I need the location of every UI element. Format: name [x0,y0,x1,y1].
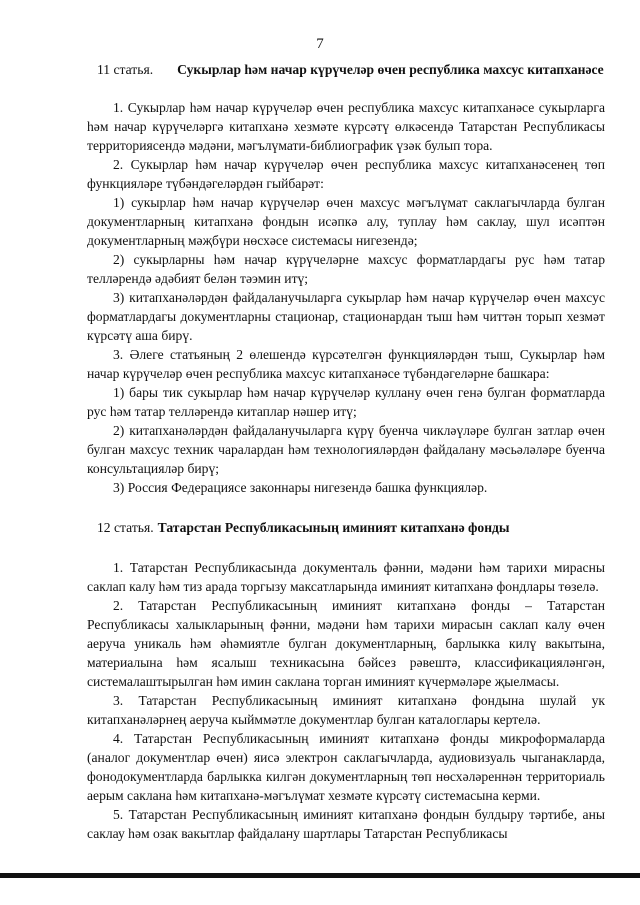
article-11-paragraph: 2. Сукырлар һәм начар күрүчеләр өчен республика махсус китапханәсенең төп функцияләре түбәндәгеләрдән гыйбарәт: [87,157,605,191]
document-body [87,60,605,843]
article-12-heading [87,518,605,537]
article-11-paragraph: 1) бары тик сукырлар һәм начар күрүчеләр куллану өчен генә булган форматларда рус һәм татар телләрендә китаплар нәшер итү; [87,385,605,419]
article-12-paragraph: 3. Татарстан Республикасының иминият китапханә фондына шулай ук китапханәләрнең аеруча кыйммәтле документлар булган каталоглары кертелә. [87,693,605,727]
article-11-title: Сукырлар һәм начар күрүчеләр өчен республика махсус китапханәсе [177,62,604,77]
article-11-paragraph: 2) сукырларны һәм начар күрүчеләрне махсус форматлардагы рус һәм татар телләрендә әдәбият белән тәэмин итү; [87,252,605,286]
article-11-paragraph: 3) китапханәләрдән файдаланучыларга сукырлар һәм начар күрүчеләр өчен махсус форматлардагы документларны стационар, стационардан тыш һәм читтән торып хезмәт күрсәтү аша бирү. [87,290,605,343]
page-number: 7 [316,36,324,52]
article-11-paragraph: 3. Әлеге статьяның 2 өлешендә күрсәтелгән функцияләрдән тыш, Сукырлар һәм начар күрүчеләр өчен республика махсус китапханәсе түбәндәгеләрне башкара: [87,347,605,381]
article-12-title: Татарстан Республикасының иминият китапханә фонды [157,520,510,535]
article-12-paragraph: 5. Татарстан Республикасының иминият китапханә фондын булдыру тәртибе, аны саклау һәм озак вакытлар файдалану шартлары Татарстан Республикасы [87,807,605,841]
article-12-paragraph: 2. Татарстан Республикасының иминият китапханә фонды – Татарстан Республикасы халыкларының фәнни, мәдәни һәм тарихи мирасын саклап калу өчен аеруча уникаль һәм әһәмиятле булган документларның, барлыкка килү вакытына, материалына һәм ясалыш техникасына бәйсез рәвештә, классификацияләнгән, системалаштырылган һәм имин саклана торган иминият күчермәләре җыелмасы. [87,598,605,689]
article-12-paragraph: 4. Татарстан Республикасының иминият китапханә фонды микроформаларда (аналог документлар өчен) яисә электрон саклагычларда, аудиовизуаль чыганакларда, фонодокументларда барлыкка килгән документларның төп нөсхәләреннән территориаль аерым саклана һәм китапханә-мәгълүмат хезмәте күрсәтү системасына керми. [87,731,605,803]
article-11-paragraph: 3) Россия Федерациясе законнары нигезендә башка функцияләр. [113,480,488,495]
page-bottom-rule [0,873,640,878]
article-11-number: 11 статья. [97,62,154,77]
article-11-paragraph: 1) сукырлар һәм начар күрүчеләр өчен махсус мәгълүмат саклагычларда булган документларның китапханә фондын исәпкә алу, туплау һәм саклау, шул исәптән документларның мәҗбүри нөсхәсе системасы нигезендә; [87,195,605,248]
article-11-paragraph: 2) китапханәләрдән файдаланучыларга күрү буенча чикләүләре булган затлар өчен булган махсус техник чаралардан һәм технологияләрдән файдалану мәсьәләләре буенча консультацияләр бирү; [87,423,605,476]
article-12-number: 12 статья. [97,520,154,535]
article-11-heading [87,60,605,79]
article-11-paragraph: 1. Сукырлар һәм начар күрүчеләр өчен республика махсус китапханәсе сукырларга һәм начар күрүчеләргә китапханә хезмәте күрсәтү өлкәсендә Татарстан Республикасы территориясендә мәдәни, мәгълүмати-библиографик үзәк булып тора. [87,100,605,153]
article-12-paragraph: 1. Татарстан Республикасында документаль фәнни, мәдәни һәм тарихи мирасны саклап калу һәм тиз арада торгызу максатларында иминият китапханә фондлары төзелә. [87,560,605,594]
